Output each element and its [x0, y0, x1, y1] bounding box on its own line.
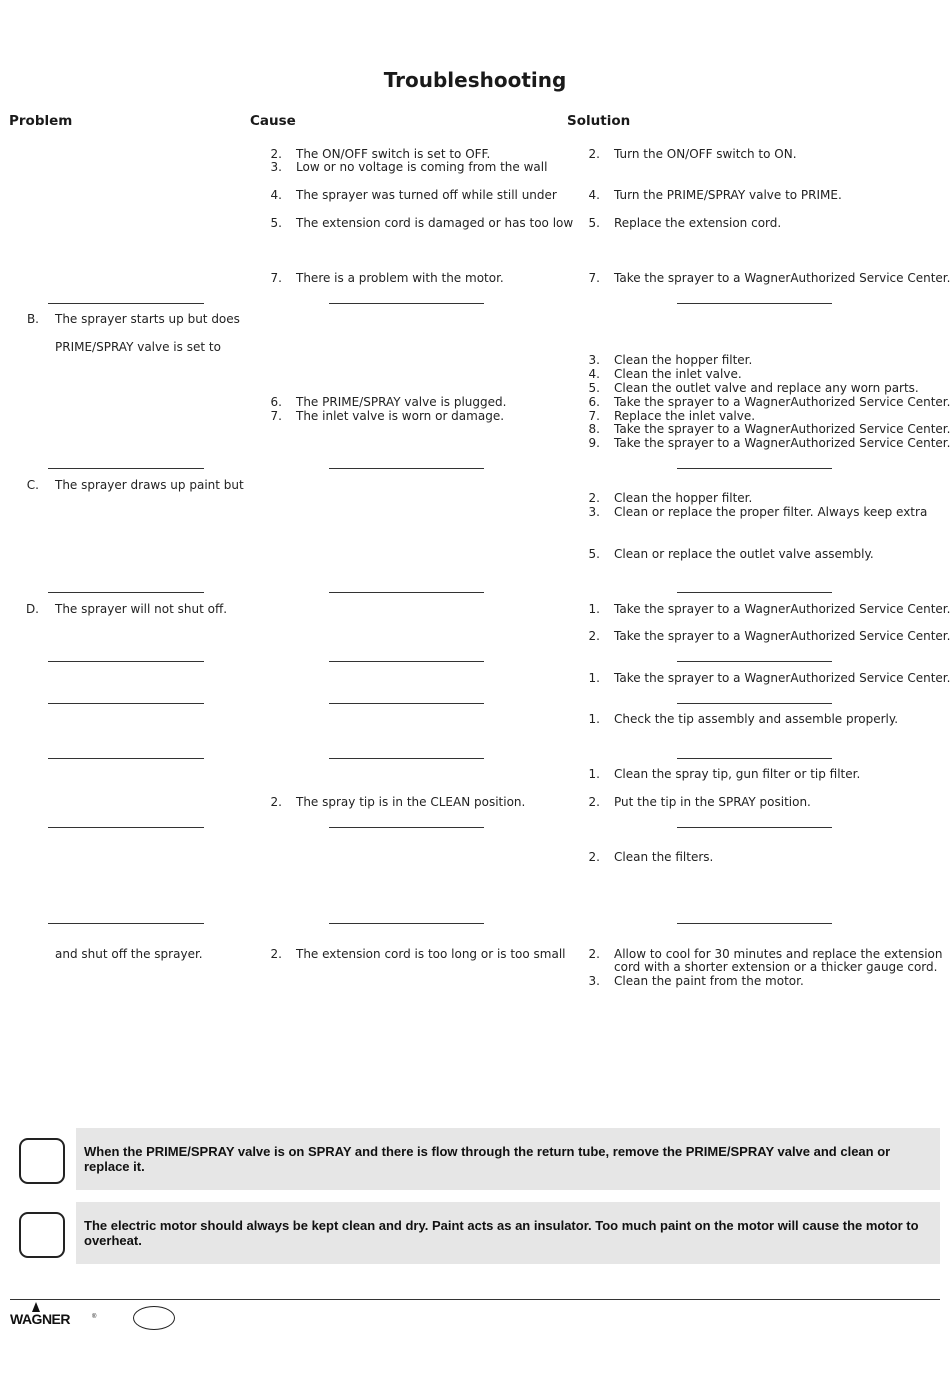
footer-rule	[10, 1299, 940, 1300]
solution-text: Take the sprayer to a WagnerAuthorized Service Center.	[614, 422, 950, 436]
cause-text: The extension cord is damaged or has too low	[296, 216, 574, 230]
cause-number: 7.	[270, 409, 282, 423]
solution-text: Allow to cool for 30 minutes and replace the extension	[614, 947, 943, 961]
divider-rule	[677, 592, 832, 593]
wagner-logo-text: WAGNER	[10, 1311, 70, 1327]
divider-rule	[677, 758, 832, 759]
divider-rule	[329, 303, 484, 304]
divider-rule	[48, 303, 204, 304]
solution-number: 3.	[588, 353, 600, 367]
problem-text: The sprayer starts up but does	[55, 312, 240, 326]
note-box	[76, 1202, 940, 1264]
solution-text: Clean the hopper filter.	[614, 491, 753, 505]
solution-text: Take the sprayer to a WagnerAuthorized Service Center.	[614, 395, 950, 409]
solution-text: Take the sprayer to a WagnerAuthorized Service Center.	[614, 602, 950, 616]
problem-label: D.	[25, 602, 39, 616]
solution-number: 6.	[588, 395, 600, 409]
wagner-logo	[10, 1300, 100, 1330]
problem-text: The sprayer draws up paint but	[55, 478, 244, 492]
solution-text: Clean the paint from the motor.	[614, 974, 804, 988]
solution-number: 1.	[588, 712, 600, 726]
divider-rule	[48, 661, 204, 662]
problem-text: PRIME/SPRAY valve is set to	[55, 340, 221, 354]
cause-text: The inlet valve is worn or damage.	[296, 409, 505, 423]
solution-number: 1.	[588, 671, 600, 685]
wagner-logo-registered: ®	[92, 1314, 97, 1320]
solution-text: Replace the extension cord.	[614, 216, 782, 230]
cause-number: 7.	[270, 271, 282, 285]
cause-number: 3.	[270, 160, 282, 174]
solution-text: Replace the inlet valve.	[614, 409, 756, 423]
cause-number: 5.	[270, 216, 282, 230]
divider-rule	[48, 592, 204, 593]
solution-text: Turn the ON/OFF switch to ON.	[614, 147, 797, 161]
cause-text: The sprayer was turned off while still under	[296, 188, 557, 202]
cause-number: 4.	[270, 188, 282, 202]
solution-number: 1.	[588, 767, 600, 781]
cause-number: 2.	[270, 947, 282, 961]
divider-rule	[48, 827, 204, 828]
divider-rule	[329, 592, 484, 593]
solution-number: 9.	[588, 436, 600, 450]
solution-number: 4.	[588, 188, 600, 202]
cause-number: 6.	[270, 395, 282, 409]
note-text: The electric motor should always be kept clean and dry. Paint acts as an insulator. Too much paint on the motor will cause the motor to overheat.	[84, 1218, 919, 1248]
header-problem: Problem	[9, 113, 73, 129]
divider-rule	[329, 468, 484, 469]
solution-number: 2.	[588, 147, 600, 161]
solution-number: 2.	[588, 850, 600, 864]
solution-text: Check the tip assembly and assemble properly.	[614, 712, 899, 726]
divider-rule	[48, 703, 204, 704]
header-cause: Cause	[250, 113, 296, 129]
language-badge	[133, 1306, 175, 1330]
divider-rule	[48, 758, 204, 759]
divider-rule	[48, 468, 204, 469]
solution-number: 3.	[588, 974, 600, 988]
cause-number: 2.	[270, 147, 282, 161]
solution-text: Take the sprayer to a WagnerAuthorized Service Center.	[614, 436, 950, 450]
solution-text: Take the sprayer to a WagnerAuthorized Service Center.	[614, 271, 950, 285]
solution-text: Clean the hopper filter.	[614, 353, 753, 367]
divider-rule	[677, 703, 832, 704]
cause-text: The ON/OFF switch is set to OFF.	[296, 147, 491, 161]
solution-number: 2.	[588, 947, 600, 961]
note-box	[76, 1128, 940, 1190]
solution-text: Take the sprayer to a WagnerAuthorized Service Center.	[614, 629, 950, 643]
page-title: Troubleshooting	[383, 68, 567, 92]
wagner-logo-mark	[10, 1300, 100, 1330]
solution-number: 7.	[588, 409, 600, 423]
solution-number: 8.	[588, 422, 600, 436]
note-icon	[19, 1138, 65, 1184]
divider-rule	[677, 468, 832, 469]
divider-rule	[329, 661, 484, 662]
solution-number: 2.	[588, 795, 600, 809]
solution-text: Clean or replace the outlet valve assembly.	[614, 547, 874, 561]
divider-rule	[329, 758, 484, 759]
solution-number: 5.	[588, 381, 600, 395]
solution-text: Clean the outlet valve and replace any worn parts.	[614, 381, 919, 395]
solution-text: Clean the filters.	[614, 850, 714, 864]
cause-text: There is a problem with the motor.	[296, 271, 504, 285]
divider-rule	[329, 703, 484, 704]
cause-number: 2.	[270, 795, 282, 809]
solution-number: 1.	[588, 602, 600, 616]
divider-rule	[677, 303, 832, 304]
solution-text: cord with a shorter extension or a thicker gauge cord.	[614, 960, 938, 974]
solution-number: 7.	[588, 271, 600, 285]
solution-number: 3.	[588, 505, 600, 519]
solution-text: Take the sprayer to a WagnerAuthorized Service Center.	[614, 671, 950, 685]
divider-rule	[677, 827, 832, 828]
solution-number: 5.	[588, 547, 600, 561]
solution-text: Clean the inlet valve.	[614, 367, 742, 381]
solution-text: Turn the PRIME/SPRAY valve to PRIME.	[614, 188, 842, 202]
cause-text: Low or no voltage is coming from the wall	[296, 160, 548, 174]
cause-text: The spray tip is in the CLEAN position.	[296, 795, 526, 809]
cause-text: The PRIME/SPRAY valve is plugged.	[296, 395, 507, 409]
divider-rule	[677, 661, 832, 662]
problem-label: B.	[26, 312, 39, 326]
header-solution: Solution	[567, 113, 631, 129]
divider-rule	[329, 923, 484, 924]
note-text: When the PRIME/SPRAY valve is on SPRAY and there is flow through the return tube, remove the PRIME/SPRAY valve and clean or replace it.	[84, 1144, 891, 1174]
note-icon	[19, 1212, 65, 1258]
problem-label: C.	[26, 478, 39, 492]
solution-number: 2.	[588, 629, 600, 643]
divider-rule	[329, 827, 484, 828]
problem-text: and shut off the sprayer.	[55, 947, 203, 961]
solution-text: Put the tip in the SPRAY position.	[614, 795, 811, 809]
cause-text: The extension cord is too long or is too small	[296, 947, 566, 961]
divider-rule	[677, 923, 832, 924]
solution-text: Clean or replace the proper filter. Always keep extra	[614, 505, 928, 519]
divider-rule	[48, 923, 204, 924]
solution-number: 5.	[588, 216, 600, 230]
solution-number: 4.	[588, 367, 600, 381]
solution-text: Clean the spray tip, gun filter or tip filter.	[614, 767, 861, 781]
solution-number: 2.	[588, 491, 600, 505]
problem-text: The sprayer will not shut off.	[55, 602, 228, 616]
